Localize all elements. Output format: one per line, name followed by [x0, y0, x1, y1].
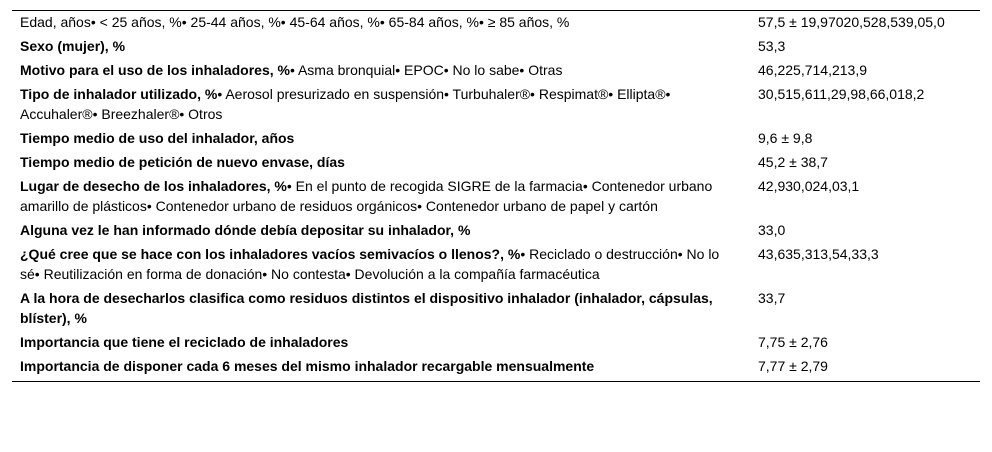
- row-value: 42,930,024,03,1: [758, 178, 860, 194]
- row-label-detail: • Asma bronquial• EPOC• No lo sabe• Otras: [289, 62, 563, 78]
- row-label-detail: Edad, años• < 25 años, %• 25-44 años, %• 45-64 años, %• 65-84 años, %• ≥ 85 años, %: [20, 14, 570, 30]
- row-value: 33,7: [758, 290, 786, 306]
- row-label-detail: • En el punto de recogida SIGRE de la farmacia• Contenedor urbano amarillo de plásticos• Contenedor urbano de residuos orgánicos• Contenedor urbano de papel y cartón: [20, 178, 713, 214]
- table-row: [12, 287, 980, 331]
- row-value: 7,77 ± 2,79: [758, 358, 828, 374]
- row-label-bold: Tipo de inhalador utilizado, %: [20, 86, 218, 102]
- row-value: 46,225,714,213,9: [758, 62, 867, 78]
- row-label-bold: ¿Qué cree que se hace con los inhaladores vacíos semivacíos o llenos?, %: [20, 246, 521, 262]
- row-label: [12, 331, 749, 355]
- row-label: [12, 35, 749, 59]
- table-row: [12, 11, 980, 36]
- row-label-bold: Sexo (mujer), %: [20, 38, 126, 54]
- table-row: [12, 59, 980, 83]
- row-label: [12, 355, 749, 382]
- row-label-detail: • Reciclado o destrucción• No lo sé• Reutilización en forma de donación• No contesta• Devolución a la compañía farmacéutica: [20, 246, 720, 282]
- row-value: 57,5 ± 19,97020,528,539,05,0: [758, 14, 945, 30]
- row-label-bold: Tiempo medio de petición de nuevo envase, días: [20, 154, 345, 170]
- results-table: [12, 10, 980, 382]
- row-label-bold: Motivo para el uso de los inhaladores, %: [20, 62, 290, 78]
- table-row: [12, 35, 980, 59]
- row-label: [12, 287, 749, 331]
- row-label: [12, 243, 749, 287]
- row-value: 9,6 ± 9,8: [758, 130, 813, 146]
- table-row: [12, 331, 980, 355]
- row-label: [12, 151, 749, 175]
- table-row: [12, 175, 980, 219]
- row-label: [12, 175, 749, 219]
- table-row: [12, 83, 980, 127]
- table-row: [12, 127, 980, 151]
- row-value: 7,75 ± 2,76: [758, 334, 828, 350]
- table-row: [12, 355, 980, 382]
- row-value: 30,515,611,29,98,66,018,2: [758, 86, 925, 102]
- row-value: 43,635,313,54,33,3: [758, 246, 879, 262]
- table-row: [12, 243, 980, 287]
- row-label: [12, 127, 749, 151]
- row-label: [12, 59, 749, 83]
- row-label-bold: Importancia de disponer cada 6 meses del mismo inhalador recargable mensualmente: [20, 358, 595, 374]
- table-row: [12, 219, 980, 243]
- row-label: [12, 83, 749, 127]
- row-label-bold: A la hora de desecharlos clasifica como residuos distintos el dispositivo inhalador (inhalador, cápsulas, blíster), %: [20, 290, 713, 326]
- table-row: [12, 151, 980, 175]
- results-table-container: [12, 10, 980, 382]
- row-label-bold: Alguna vez le han informado dónde debía depositar su inhalador, %: [20, 222, 471, 238]
- row-label: [12, 219, 749, 243]
- row-label-bold: Lugar de desecho de los inhaladores, %: [20, 178, 287, 194]
- row-value: 33,0: [758, 222, 786, 238]
- row-label: [12, 11, 749, 36]
- row-value: 45,2 ± 38,7: [758, 154, 828, 170]
- row-value: 53,3: [758, 38, 786, 54]
- row-label-detail: • Aerosol presurizado en suspensión• Turbuhaler®• Respimat®• Ellipta®• Accuhaler®• Breezhaler®• Otros: [20, 86, 671, 122]
- row-label-bold: Importancia que tiene el reciclado de inhaladores: [20, 334, 349, 350]
- row-label-bold: Tiempo medio de uso del inhalador, años: [20, 130, 295, 146]
